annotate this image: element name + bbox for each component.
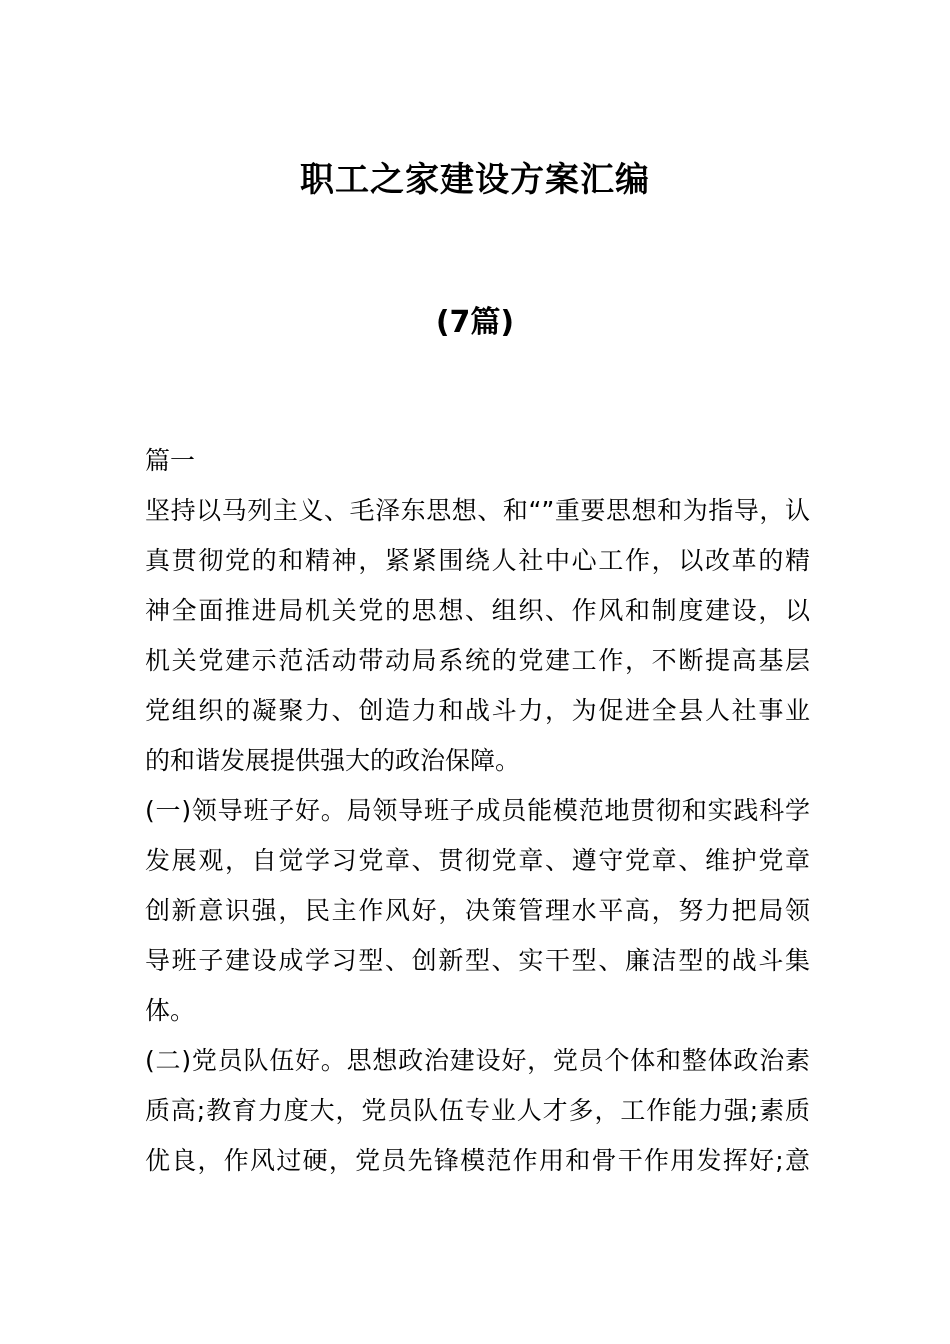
body-line: 篇一 <box>145 446 196 475</box>
document-title: 职工之家建设方案汇编 <box>300 160 650 200</box>
body-line: 发展观，自觉学习党章、贯彻党章、遵守党章、维护党章 <box>145 846 810 875</box>
document-body <box>145 436 810 1186</box>
body-line: 优良，作风过硬，党员先锋模范作用和骨干作用发挥好;意 <box>145 1146 810 1175</box>
body-line: 创新意识强，民主作风好，决策管理水平高，努力把局领 <box>145 896 810 925</box>
body-line: (二)党员队伍好。思想政治建设好，党员个体和整体政治素 <box>145 1046 810 1075</box>
body-line: 真贯彻党的和精神，紧紧围绕人社中心工作，以改革的精 <box>145 546 810 575</box>
body-line: (一)领导班子好。局领导班子成员能模范地贯彻和实践科学 <box>145 796 810 825</box>
body-line: 党组织的凝聚力、创造力和战斗力，为促进全县人社事业 <box>145 696 810 725</box>
body-line: 体。 <box>145 996 196 1025</box>
body-line: 机关党建示范活动带动局系统的党建工作，不断提高基层 <box>145 646 810 675</box>
document-subtitle: (7篇) <box>435 305 515 340</box>
body-line: 神全面推进局机关党的思想、组织、作风和制度建设，以 <box>145 596 810 625</box>
body-line: 的和谐发展提供强大的政治保障。 <box>145 746 521 775</box>
body-line: 坚持以马列主义、毛泽东思想、和“”重要思想和为指导，认 <box>145 496 810 525</box>
body-line: 质高;教育力度大，党员队伍专业人才多，工作能力强;素质 <box>145 1096 810 1125</box>
body-line: 导班子建设成学习型、创新型、实干型、廉洁型的战斗集 <box>145 946 810 975</box>
